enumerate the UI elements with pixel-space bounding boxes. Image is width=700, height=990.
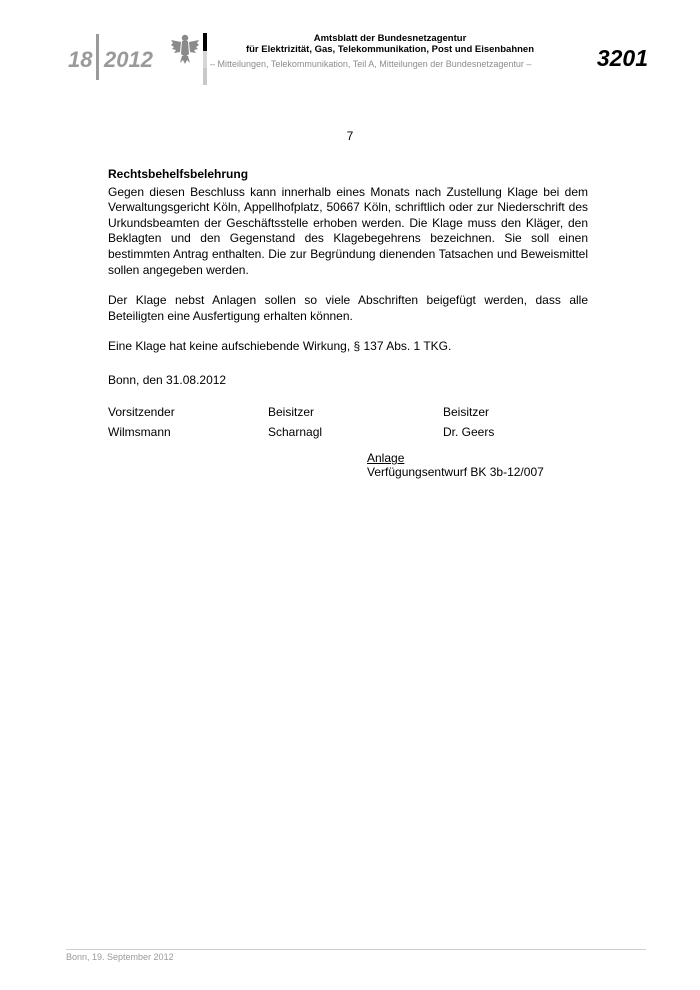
paragraph-effect: Eine Klage hat keine aufschiebende Wirkung, § 137 Abs. 1 TKG.: [108, 339, 452, 354]
section-heading: Rechtsbehelfsbelehrung: [108, 167, 249, 181]
paragraph-copies: Der Klage nebst Anlagen sollen so viele Abschriften beigefügt werden, dass alle Beteiligten eine Ausfertigung erhalten können.: [108, 293, 588, 323]
issue-divider: [96, 34, 99, 80]
signatory-name: Scharnagl: [268, 425, 323, 439]
footer-rule: [66, 949, 646, 950]
gazette-subtitle: – Mitteilungen, Telekommunikation, Teil A, Mitteilungen der Bundesnetzagentur –: [210, 59, 532, 69]
place-date: Bonn, den 31.08.2012: [108, 373, 227, 387]
signatory-name: Dr. Geers: [443, 425, 495, 439]
main-content: [108, 167, 588, 355]
sheet-number: 7: [346, 129, 354, 143]
gazette-title: [210, 33, 570, 55]
footer-date: Bonn, 19. September 2012: [66, 952, 174, 962]
paragraph-appeal: Gegen diesen Beschluss kann innerhalb eines Monats nach Zustellung Klage bei dem Verwaltungsgericht Köln, Appellhofplatz, 50667 Köln, schriftlich oder zur Niederschrift des Urkundsbeamten der Geschäftsstelle erhoben werden. Die Klage muss den Kläger, den Beklagten und den Gegenstand des Klagebegehrens bezeichnen. Sie soll einen bestimmten Antrag enthalten. Die zur Begründung dienenden Tatsachen und Beweismittel sollen angegeben werden.: [108, 184, 588, 277]
issue-number: 18: [68, 47, 93, 72]
signatory-name: Wilmsmann: [108, 425, 171, 439]
federal-eagle-icon: [170, 32, 200, 66]
page-number: 3201: [596, 45, 648, 71]
issue-year: 2012: [104, 47, 153, 72]
gazette-title-line1: Amtsblatt der Bundesnetzagentur: [313, 33, 467, 44]
signatory-role: Beisitzer: [268, 405, 315, 419]
signatory-role: Beisitzer: [443, 405, 490, 419]
flag-stripe: [203, 33, 207, 85]
signatory-role: Vorsitzender: [108, 405, 175, 419]
annex-label: Anlage: [367, 451, 405, 465]
gazette-title-line2: für Elektrizität, Gas, Telekommunikation, Post und Eisenbahnen: [245, 44, 535, 55]
annex-text: Verfügungsentwurf BK 3b-12/007: [367, 465, 544, 479]
